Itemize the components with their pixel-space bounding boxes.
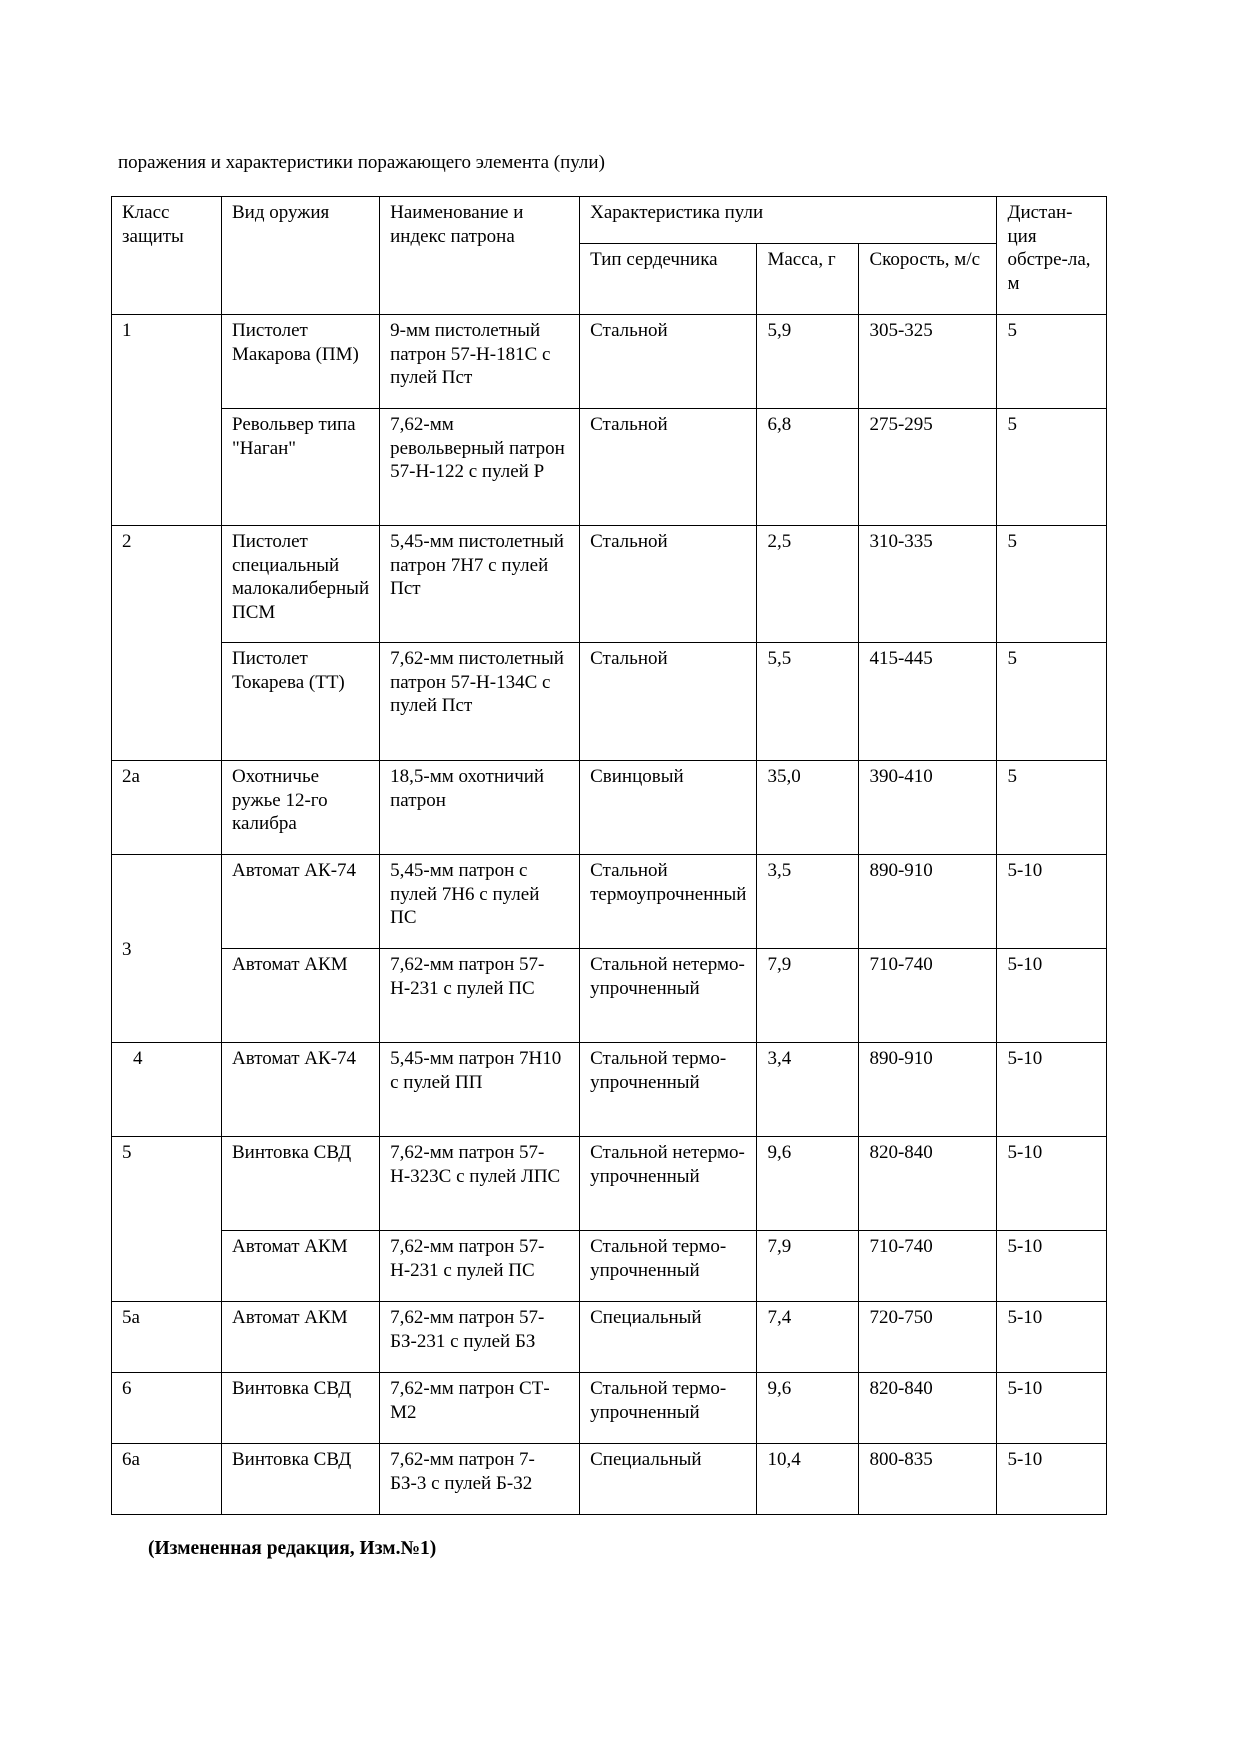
cell-weapon: Автомат АК-74 [222,855,380,949]
cell-cartridge: 7,62-мм патрон 57-Н-231 с пулей ПС [380,949,580,1043]
cell-mass: 3,4 [757,1043,859,1137]
cell-speed: 820-840 [859,1137,997,1231]
cell-distance: 5-10 [997,1444,1107,1515]
cell-class: 4 [112,1043,222,1137]
table-row [112,1231,1107,1302]
cell-weapon: Автомат АКМ [222,949,380,1043]
cell-core: Стальной термоупрочненный [580,855,757,949]
header-bullet-characteristics: Характеристика пули [580,197,997,244]
cell-cartridge: 7,62-мм патрон 57-Н-323С с пулей ЛПС [380,1137,580,1231]
table-row [112,1373,1107,1444]
cell-distance: 5 [997,409,1107,526]
cell-mass: 7,9 [757,1231,859,1302]
table-row [112,409,1107,526]
cell-weapon: Револьвер типа "Наган" [222,409,380,526]
cell-distance: 5-10 [997,1373,1107,1444]
cell-speed: 800-835 [859,1444,997,1515]
cell-class: 3 [112,855,222,1043]
cell-distance: 5 [997,643,1107,761]
cell-distance: 5-10 [997,1231,1107,1302]
cell-mass: 7,9 [757,949,859,1043]
cell-mass: 6,8 [757,409,859,526]
table-caption: поражения и характеристики поражающего элемента (пули) [118,152,605,173]
cell-weapon: Охотничье ружье 12-го калибра [222,761,380,855]
cell-cartridge: 5,45-мм пистолетный патрон 7Н7 с пулей Пст [380,526,580,643]
table-row [112,761,1107,855]
cell-cartridge: 5,45-мм патрон с пулей 7Н6 с пулей ПС [380,855,580,949]
cell-cartridge: 7,62-мм патрон СТ-М2 [380,1373,580,1444]
cell-distance: 5-10 [997,1043,1107,1137]
cell-distance: 5 [997,315,1107,409]
table-row [112,643,1107,761]
cell-core: Специальный [580,1302,757,1373]
cell-cartridge: 7,62-мм револьверный патрон 57-Н-122 с пулей Р [380,409,580,526]
cell-speed: 310-335 [859,526,997,643]
cell-speed: 305-325 [859,315,997,409]
cell-speed: 890-910 [859,855,997,949]
header-core-type: Тип сердечника [580,244,757,315]
table-row [112,526,1107,643]
cell-cartridge: 7,62-мм пистолетный патрон 57-Н-134С с пулей Пст [380,643,580,761]
bullet-resistance-table [111,196,1107,1515]
cell-cartridge: 18,5-мм охотничий патрон [380,761,580,855]
cell-speed: 890-910 [859,1043,997,1137]
cell-core: Стальной нетермо-упрочненный [580,1137,757,1231]
table-row [112,949,1107,1043]
cell-core: Свинцовый [580,761,757,855]
cell-speed: 275-295 [859,409,997,526]
cell-weapon: Пистолет Макарова (ПМ) [222,315,380,409]
cell-mass: 35,0 [757,761,859,855]
cell-core: Стальной [580,315,757,409]
table-row [112,1302,1107,1373]
table-row [112,1137,1107,1231]
cell-cartridge: 7,62-мм патрон 57-Н-231 с пулей ПС [380,1231,580,1302]
cell-core: Специальный [580,1444,757,1515]
cell-mass: 9,6 [757,1137,859,1231]
cell-speed: 720-750 [859,1302,997,1373]
cell-mass: 2,5 [757,526,859,643]
header-class: Класс защиты [112,197,222,315]
cell-core: Стальной термо-упрочненный [580,1043,757,1137]
cell-distance: 5-10 [997,855,1107,949]
cell-core: Стальной [580,526,757,643]
cell-mass: 10,4 [757,1444,859,1515]
cell-class: 6 [112,1373,222,1444]
cell-core: Стальной [580,409,757,526]
cell-class: 2а [112,761,222,855]
cell-weapon: Автомат АК-74 [222,1043,380,1137]
cell-distance: 5-10 [997,949,1107,1043]
cell-speed: 710-740 [859,1231,997,1302]
cell-cartridge: 7,62-мм патрон 7-БЗ-3 с пулей Б-32 [380,1444,580,1515]
cell-weapon: Пистолет специальный малокалиберный ПСМ [222,526,380,643]
cell-mass: 3,5 [757,855,859,949]
header-mass: Масса, г [757,244,859,315]
cell-core: Стальной термо-упрочненный [580,1231,757,1302]
table-row [112,1444,1107,1515]
cell-weapon: Автомат АКМ [222,1231,380,1302]
cell-mass: 7,4 [757,1302,859,1373]
table-row [112,315,1107,409]
cell-core: Стальной нетермо-упрочненный [580,949,757,1043]
cell-speed: 710-740 [859,949,997,1043]
header-distance: Дистан-ция обстре-ла, м [997,197,1107,315]
cell-distance: 5 [997,761,1107,855]
cell-weapon: Винтовка СВД [222,1137,380,1231]
cell-mass: 5,9 [757,315,859,409]
revision-note: (Измененная редакция, Изм.№1) [148,1538,437,1559]
cell-core: Стальной термо-упрочненный [580,1373,757,1444]
header-weapon: Вид оружия [222,197,380,315]
cell-speed: 415-445 [859,643,997,761]
header-speed: Скорость, м/с [859,244,997,315]
cell-class: 1 [112,315,222,526]
header-cartridge: Наименование и индекс патрона [380,197,580,315]
cell-class: 5 [112,1137,222,1302]
cell-mass: 5,5 [757,643,859,761]
cell-distance: 5-10 [997,1137,1107,1231]
cell-weapon: Автомат АКМ [222,1302,380,1373]
cell-weapon: Винтовка СВД [222,1444,380,1515]
cell-speed: 390-410 [859,761,997,855]
cell-weapon: Винтовка СВД [222,1373,380,1444]
cell-cartridge: 7,62-мм патрон 57-БЗ-231 с пулей БЗ [380,1302,580,1373]
cell-mass: 9,6 [757,1373,859,1444]
cell-weapon: Пистолет Токарева (ТТ) [222,643,380,761]
cell-cartridge: 9-мм пистолетный патрон 57-Н-181С с пулей Пст [380,315,580,409]
cell-class: 5а [112,1302,222,1373]
cell-class: 6а [112,1444,222,1515]
cell-class: 2 [112,526,222,761]
cell-speed: 820-840 [859,1373,997,1444]
cell-distance: 5-10 [997,1302,1107,1373]
cell-cartridge: 5,45-мм патрон 7Н10 с пулей ПП [380,1043,580,1137]
cell-core: Стальной [580,643,757,761]
cell-distance: 5 [997,526,1107,643]
table-row [112,855,1107,949]
table-row [112,1043,1107,1137]
